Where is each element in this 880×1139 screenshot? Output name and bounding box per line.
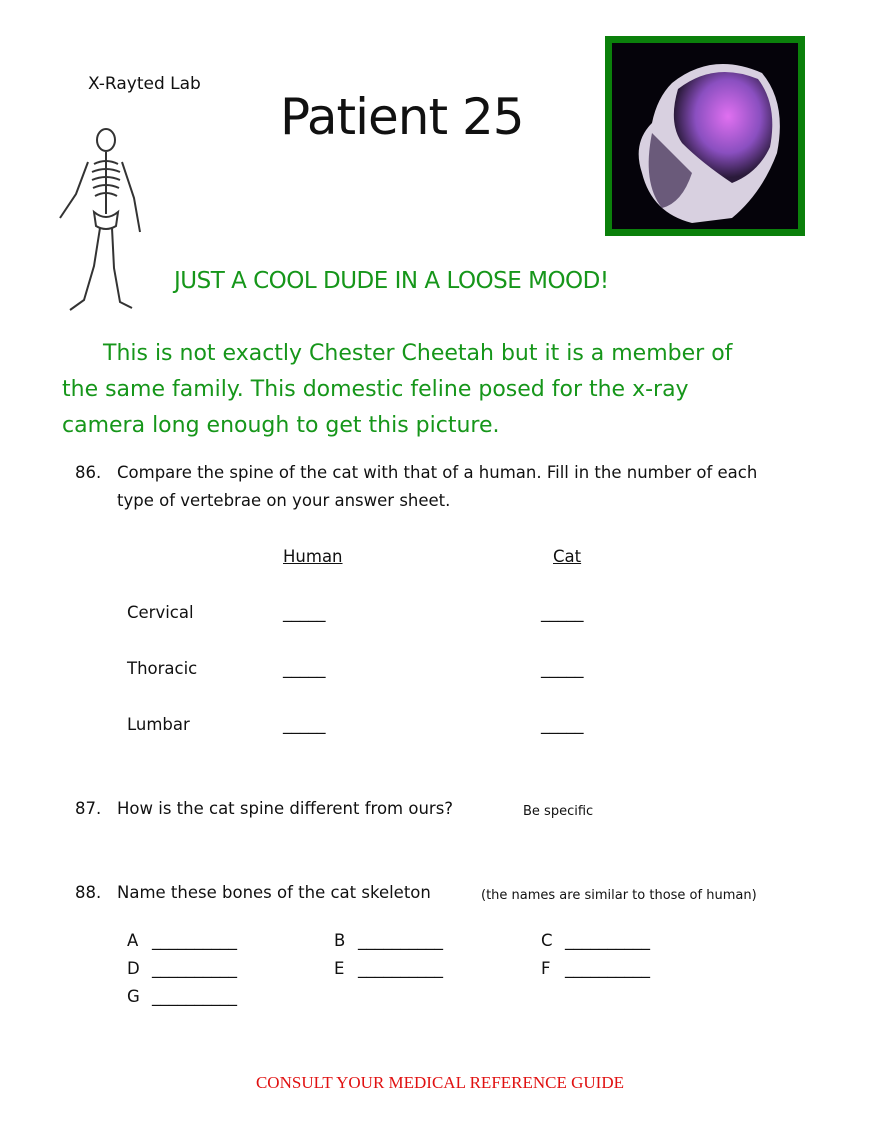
- question-number: 88.: [75, 883, 102, 902]
- cat-lumbar-blank[interactable]: _____: [541, 715, 584, 735]
- bone-d-blank[interactable]: __________: [152, 959, 237, 979]
- human-cervical-blank[interactable]: _____: [283, 603, 326, 623]
- bone-letter: A: [127, 931, 139, 950]
- bone-c-blank[interactable]: __________: [565, 931, 650, 951]
- row-label: Thoracic: [127, 659, 198, 678]
- intro-line: This is not exactly Chester Cheetah but it is a member of: [103, 341, 733, 366]
- question-number: 86.: [75, 463, 102, 482]
- cat-thoracic-blank[interactable]: _____: [541, 659, 584, 679]
- bone-b-blank[interactable]: __________: [358, 931, 443, 951]
- mri-brain-image: [605, 36, 805, 236]
- skeleton-image: [48, 122, 152, 314]
- bone-g-blank[interactable]: __________: [152, 987, 237, 1007]
- question-88-note: (the names are similar to those of human): [481, 888, 757, 903]
- human-lumbar-blank[interactable]: _____: [283, 715, 326, 735]
- bone-letter: E: [334, 959, 345, 978]
- intro-line: the same family. This domestic feline posed for the x-ray: [62, 377, 689, 402]
- bone-a-blank[interactable]: __________: [152, 931, 237, 951]
- bone-letter: C: [541, 931, 553, 950]
- bone-e-blank[interactable]: __________: [358, 959, 443, 979]
- page-title: Patient 25: [280, 88, 524, 146]
- lab-name: X-Rayted Lab: [88, 74, 201, 94]
- column-header-human: Human: [283, 547, 343, 566]
- question-86-text: Compare the spine of the cat with that of a human. Fill in the number of each: [117, 463, 758, 482]
- question-number: 87.: [75, 799, 102, 818]
- footer-note: CONSULT YOUR MEDICAL REFERENCE GUIDE: [255, 1073, 625, 1092]
- column-header-cat: Cat: [553, 547, 582, 566]
- tagline: JUST A COOL DUDE IN A LOOSE MOOD!: [174, 268, 609, 294]
- bone-letter: B: [334, 931, 346, 950]
- bone-letter: F: [541, 959, 551, 978]
- row-label: Lumbar: [127, 715, 190, 734]
- row-label: Cervical: [127, 603, 194, 622]
- question-86-text-cont: type of vertebrae on your answer sheet.: [117, 491, 451, 510]
- bone-letter: D: [127, 959, 140, 978]
- human-thoracic-blank[interactable]: _____: [283, 659, 326, 679]
- question-87-note: Be specific: [523, 804, 594, 819]
- cat-cervical-blank[interactable]: _____: [541, 603, 584, 623]
- question-88-text: Name these bones of the cat skeleton: [117, 883, 431, 902]
- intro-line: camera long enough to get this picture.: [62, 413, 500, 438]
- bone-letter: G: [127, 987, 140, 1006]
- bone-f-blank[interactable]: __________: [565, 959, 650, 979]
- question-87-text: How is the cat spine different from ours?: [117, 799, 454, 818]
